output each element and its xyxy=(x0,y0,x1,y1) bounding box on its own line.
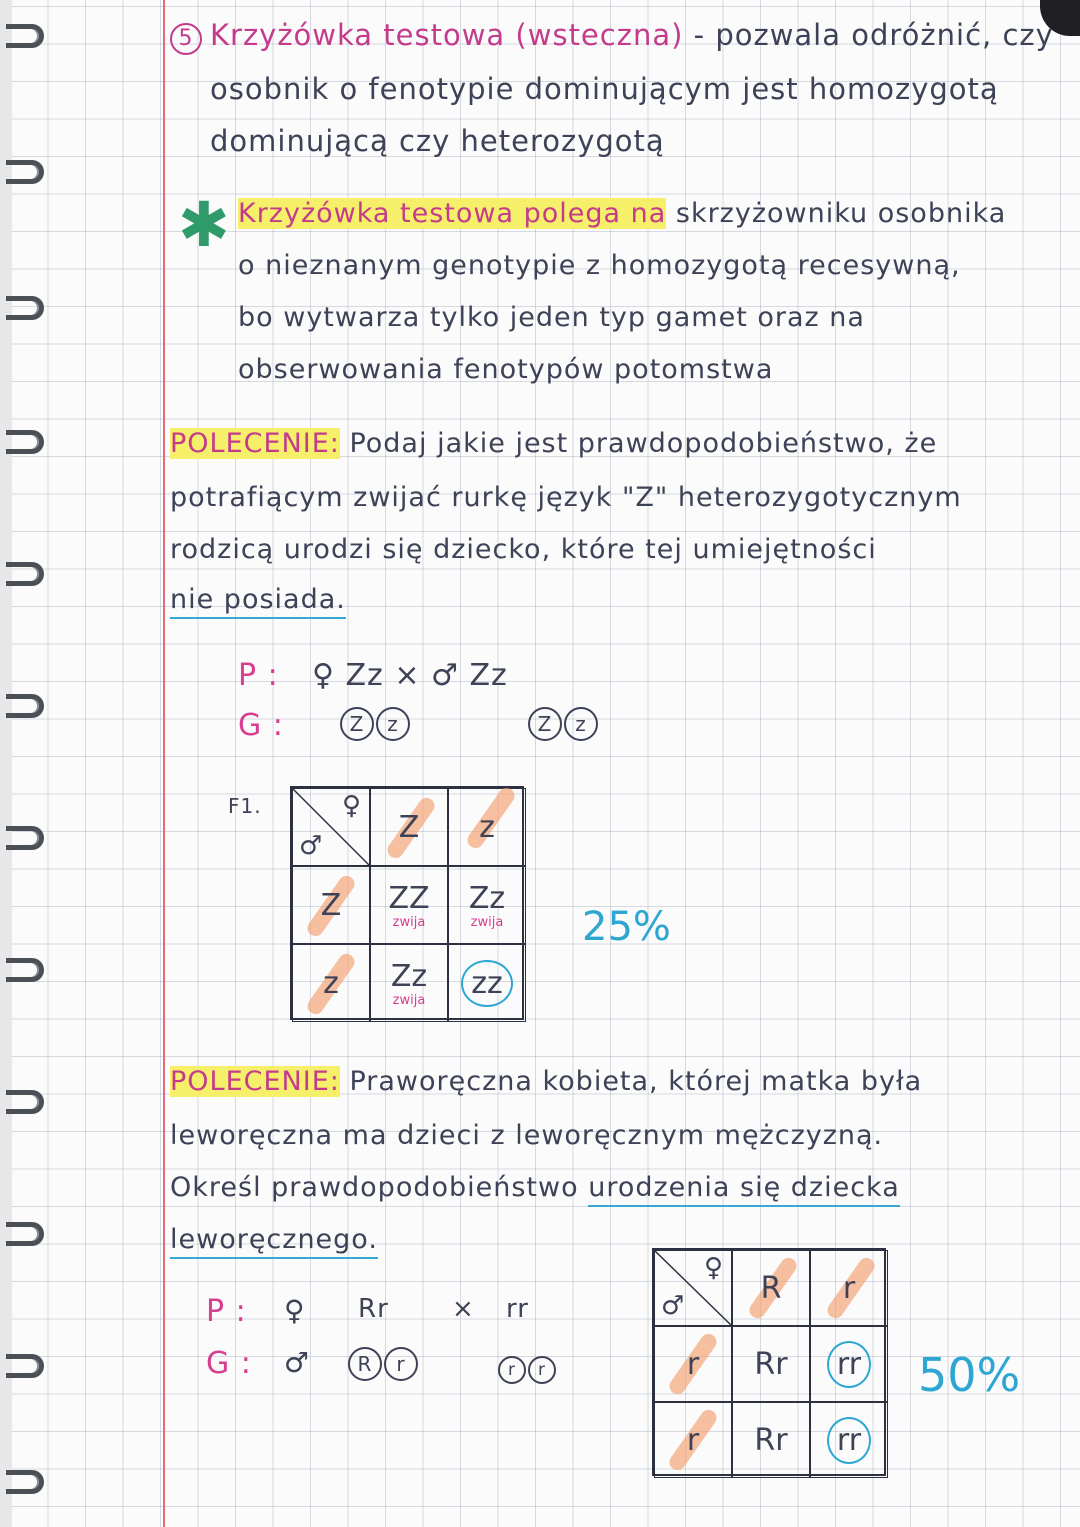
task2-gametes-female xyxy=(348,1344,420,1381)
female-symbol-icon: ♀ xyxy=(703,1253,723,1283)
punnett-cell xyxy=(448,944,526,1022)
genotype: ZZ xyxy=(388,881,430,916)
task2-p-male-genotype: rr xyxy=(506,1294,529,1324)
definition-line-2: osobnik o fenotypie dominującym jest homozygotą xyxy=(210,72,999,106)
spiral-ring xyxy=(6,826,44,850)
task2-result: 50% xyxy=(918,1348,1021,1402)
note-rest: skrzyżowniku osobnika xyxy=(666,198,1007,229)
punnett-cell xyxy=(810,1326,888,1402)
task1-line-3: rodzicą urodzi się dziecko, które tej umiejętności xyxy=(170,534,877,565)
punnett-corner xyxy=(654,1250,732,1326)
punnett-cell xyxy=(810,1402,888,1478)
section-number: 5 xyxy=(170,23,202,55)
task1-line-4: nie posiada. xyxy=(170,584,346,619)
row-header-label: z xyxy=(323,965,339,1001)
task2-line-2: leworęczna ma dzieci z leworęcznym mężczyzną. xyxy=(170,1120,884,1151)
task2-line-3-text: Określ prawdopodobieństwo xyxy=(170,1172,589,1203)
task1-result: 25% xyxy=(582,904,671,950)
male-symbol-icon: ♂ xyxy=(661,1291,685,1321)
genotype: Rr xyxy=(754,1422,788,1458)
col-header-label: r xyxy=(842,1270,856,1306)
task1-p-label: P : xyxy=(238,658,279,693)
section-heading xyxy=(170,18,1054,55)
gamete: R xyxy=(348,1347,382,1381)
spiral-ring xyxy=(6,1090,44,1114)
task1-g-label: G : xyxy=(238,708,284,743)
row-header xyxy=(292,944,370,1022)
task1-line-2: potrafiącym zwijać rurkę język "Z" heterozygotycznym xyxy=(170,482,962,513)
task2-text: Praworęczna kobieta, której matka była xyxy=(339,1066,923,1097)
task2-g-label: G : xyxy=(206,1346,252,1381)
row-header-label: Z xyxy=(320,887,342,923)
spiral-ring xyxy=(6,1354,44,1378)
row-header xyxy=(654,1402,732,1478)
task2-p-female-genotype: Rr xyxy=(358,1294,389,1324)
spiral-ring xyxy=(6,1222,44,1246)
note-line-3: bo wytwarza tylko jeden typ gamet oraz na xyxy=(238,302,865,333)
punnett-cell xyxy=(732,1326,810,1402)
gamete: r xyxy=(528,1356,556,1384)
punnett-cell xyxy=(370,866,448,944)
col-header-label: R xyxy=(760,1270,782,1306)
female-symbol-icon: ♀ xyxy=(341,791,361,821)
spiral-ring xyxy=(6,160,44,184)
genotype: Zz xyxy=(468,881,506,916)
task1-f-label: F1. xyxy=(228,794,262,818)
gamete: r xyxy=(498,1356,526,1384)
genotype: Zz xyxy=(390,959,428,994)
col-header xyxy=(732,1250,810,1326)
col-header-label: Z xyxy=(398,809,420,845)
gamete: Z xyxy=(340,707,374,741)
phenotype-note: zwija xyxy=(392,993,426,1008)
spiral-ring xyxy=(6,562,44,586)
note-line-1 xyxy=(238,198,1006,229)
task2-p-female: ♀ xyxy=(284,1294,306,1327)
punnett-cell xyxy=(370,944,448,1022)
task1-gametes-female xyxy=(340,704,412,741)
section-definition: - pozwala odróżnić, czy xyxy=(683,18,1054,52)
punnett-cell xyxy=(448,866,526,944)
note-highlight: Krzyżówka testowa polega na xyxy=(238,198,667,229)
punnett-square-2 xyxy=(652,1248,886,1476)
spiral-ring xyxy=(6,694,44,718)
task1-label: POLECENIE: xyxy=(170,428,340,459)
task2-p-cross: × xyxy=(452,1294,475,1324)
spiral-ring xyxy=(6,24,44,48)
task2-gametes-male xyxy=(498,1348,558,1384)
punnett-square-1 xyxy=(290,786,524,1020)
spiral-ring xyxy=(6,296,44,320)
task1-line-1 xyxy=(170,428,937,459)
punnett-corner xyxy=(292,788,370,866)
gamete: Z xyxy=(528,707,562,741)
row-header xyxy=(292,866,370,944)
gamete: z xyxy=(564,707,598,741)
star-icon: ✱ xyxy=(178,188,230,261)
task2-line-3 xyxy=(170,1172,900,1203)
punnett-cell xyxy=(732,1402,810,1478)
definition-line-3: dominującą czy heterozygotą xyxy=(210,124,665,158)
col-header-label: z xyxy=(479,809,495,845)
phenotype-note: zwija xyxy=(392,915,426,930)
note-line-2: o nieznanym genotypie z homozygotą recesywną, xyxy=(238,250,961,281)
genotype-circled: zz xyxy=(461,960,513,1007)
task2-line-1 xyxy=(170,1066,922,1097)
task2-g-male: ♂ xyxy=(284,1346,311,1379)
col-header xyxy=(370,788,448,866)
genotype: Rr xyxy=(754,1346,788,1382)
genotype-circled: rr xyxy=(827,1341,871,1388)
task2-line-3-underlined: urodzenia się dziecka xyxy=(588,1172,900,1207)
spiral-ring xyxy=(6,430,44,454)
spiral-ring xyxy=(6,1470,44,1494)
phenotype-note: zwija xyxy=(470,915,504,930)
task2-p-label: P : xyxy=(206,1294,247,1329)
task1-p-cross: ♀ Zz × ♂ Zz xyxy=(312,658,508,693)
task1-text: Podaj jakie jest prawdopodobieństwo, że xyxy=(339,428,938,459)
row-header xyxy=(654,1326,732,1402)
task2-label: POLECENIE: xyxy=(170,1066,340,1097)
male-symbol-icon: ♂ xyxy=(299,831,323,861)
margin-line xyxy=(163,0,165,1527)
col-header xyxy=(810,1250,888,1326)
genotype-circled: rr xyxy=(827,1417,871,1464)
gamete: z xyxy=(376,707,410,741)
spiral-ring xyxy=(6,958,44,982)
section-title: Krzyżówka testowa (wsteczna) xyxy=(210,18,684,52)
task2-line-4: leworęcznego. xyxy=(170,1224,378,1259)
note-line-4: obserwowania fenotypów potomstwa xyxy=(238,354,774,385)
row-header-label: r xyxy=(686,1346,700,1382)
row-header-label: r xyxy=(686,1422,700,1458)
col-header xyxy=(448,788,526,866)
binder-strip xyxy=(0,0,12,1527)
gamete: r xyxy=(384,1347,418,1381)
task1-gametes-male xyxy=(528,704,600,741)
